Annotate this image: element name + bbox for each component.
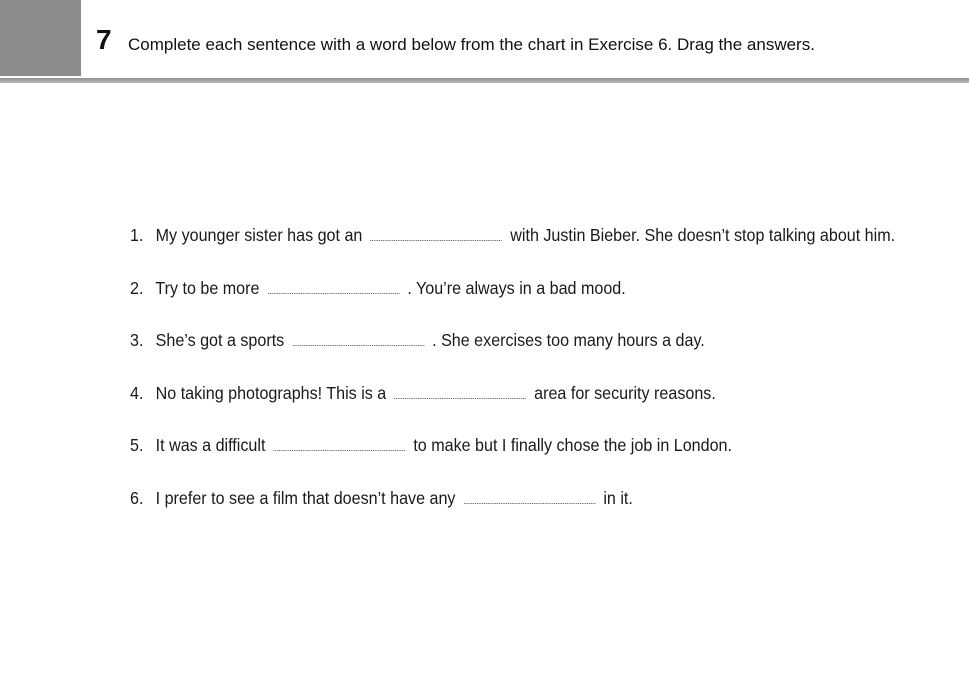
exercise-number: 7: [96, 24, 112, 55]
exercise-instruction: Complete each sentence with a word below from the chart in Exercise 6. Drag the answers.: [128, 35, 815, 54]
header-divider: [0, 78, 969, 83]
answer-drop-slot-3[interactable]: [292, 331, 424, 346]
sentence-number: 4.: [130, 382, 144, 403]
sentence-number: 6.: [130, 487, 144, 508]
sentence-text-after: to make but I finally chose the job in London.: [413, 435, 732, 456]
answer-drop-slot-5[interactable]: [274, 436, 406, 451]
sentence-text-after: with Justin Bieber. She doesn’t stop talking about him.: [510, 225, 896, 245]
sentence-number: 3.: [130, 330, 144, 351]
sentence-text-before: She’s got a sports: [155, 330, 285, 351]
sentence-5: [130, 430, 894, 483]
sentence-text-before: Try to be more: [155, 277, 260, 298]
sentence-4: [130, 378, 894, 431]
sentence-text-after: . She exercises too many hours a day.: [432, 330, 705, 351]
sentence-text-before: I prefer to see a film that doesn’t have any: [155, 487, 456, 508]
exercise-header: [0, 0, 969, 86]
answer-drop-slot-2[interactable]: [268, 279, 400, 294]
answer-drop-slot-4[interactable]: [394, 384, 526, 399]
sentence-3: [130, 325, 894, 378]
sentence-text-after: . You’re always in a bad mood.: [407, 277, 626, 298]
header-corner-block: [0, 0, 81, 76]
sentence-text-after: in it.: [603, 487, 633, 508]
sentence-number: 5.: [130, 435, 144, 456]
sentence-number: 2.: [130, 277, 144, 298]
sentence-2: [130, 273, 894, 326]
sentence-text-after: area for security reasons.: [534, 382, 716, 403]
answer-drop-slot-1[interactable]: [371, 226, 503, 241]
answer-drop-slot-6[interactable]: [464, 489, 596, 504]
sentence-1: [130, 220, 894, 273]
sentence-text-before: My younger sister has got an: [155, 225, 363, 245]
sentence-list: [130, 220, 894, 536]
sentence-text-before: No taking photographs! This is a: [155, 382, 387, 403]
sentence-number: 1.: [130, 225, 144, 245]
sentence-6: [130, 483, 894, 536]
sentence-text-before: It was a difficult: [155, 435, 266, 456]
